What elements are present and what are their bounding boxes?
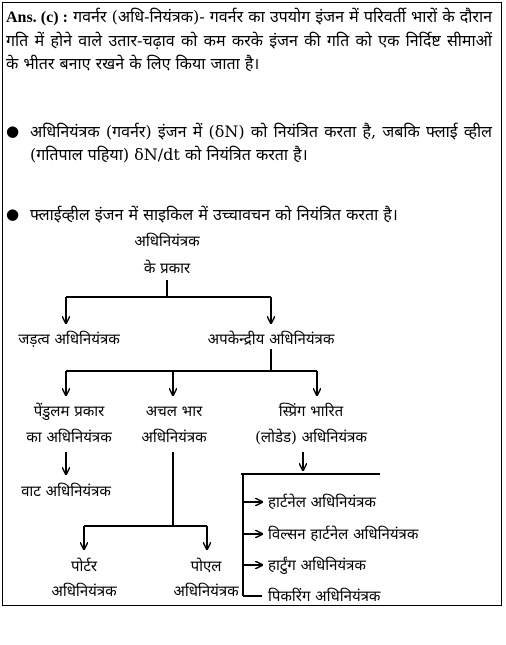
inertia-governor-label: जड़त्व अधिनियंत्रक xyxy=(18,330,120,348)
porter-line1: पोर्टर xyxy=(70,557,98,575)
pendulum-type-line1: पेंडुलम प्रकार xyxy=(33,402,105,420)
bullet-text-1: अधिनियंत्रक (गवर्नर) इंजन में (δN) को नियंत्रित करता है, जबकि फ्लाई व्हील (गतिपाल पहिया) δN/dt को नियंत्रित करता है। xyxy=(30,122,492,164)
diagram-root-line2: के प्रकार xyxy=(143,259,191,277)
porter-line2: अधिनियंत्रक xyxy=(51,582,117,600)
hartnell-governor-label: हार्टनेल अधिनियंत्रक xyxy=(268,493,376,511)
spring-loaded-line1: स्प्रिंग भारित xyxy=(278,402,344,420)
answer-label: Ans. (c) : xyxy=(6,9,68,26)
watt-governor-label: वाट अधिनियंत्रक xyxy=(21,482,111,500)
answer-text: गवर्नर (अधि-नियंत्रक)- गवर्नर का उपयोग इंजन में परिवर्ती भारों के दौरान गति में होने वाले उतार-चढ़ाव को कम करके इंजन की गति को एक निर्दिष्ट सीमाओं के भीतर बनाए रखने के लिए किया जाता है। xyxy=(6,7,492,73)
bullet-dot-icon: ● xyxy=(6,205,20,223)
pendulum-type-line2: का अधिनियंत्रक xyxy=(26,428,112,446)
diagram-root-line1: अधिनियंत्रक xyxy=(134,232,200,250)
wilson-hartnell-governor-label: विल्सन हार्टनेल अधिनियंत्रक xyxy=(268,525,419,543)
pickering-governor-label: पिकरिंग अधिनियंत्रक xyxy=(268,587,381,605)
hartung-governor-label: हार्टुंग अधिनियंत्रक xyxy=(268,556,366,574)
proell-line1: पोएल xyxy=(190,557,222,575)
dead-weight-line1: अचल भार xyxy=(145,402,203,420)
bullet-text-2: फ्लाईव्हील इंजन में साइकिल में उच्चावचन को नियंत्रित करता है। xyxy=(30,205,398,224)
proell-line2: अधिनियंत्रक xyxy=(173,582,239,600)
dead-weight-line2: अधिनियंत्रक xyxy=(141,428,207,446)
centrifugal-governor-label: अपकेन्द्रीय अधिनियंत्रक xyxy=(207,330,335,348)
spring-loaded-line2: (लोडेड) अधिनियंत्रक xyxy=(255,428,367,446)
bullet-dot-icon: ● xyxy=(6,122,20,140)
